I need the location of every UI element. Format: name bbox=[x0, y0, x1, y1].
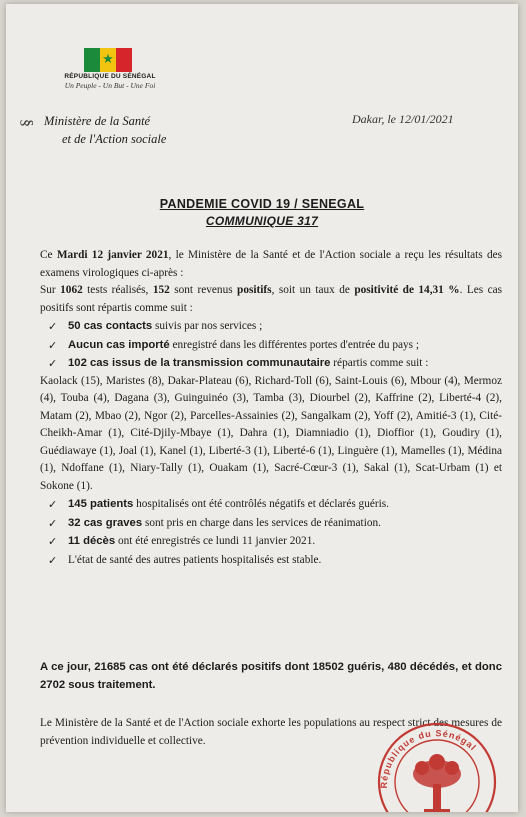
tests-paragraph: Sur 1062 tests réalisés, 152 sont revenus positifs, soit un taux de positivité de 14,31 %. Les cas positifs sont répartis comme suit : bbox=[40, 284, 502, 314]
list-item: ✓ 11 décès ont été enregistrés ce lundi 11 janvier 2021. bbox=[40, 533, 502, 551]
checkmark-icon: ✓ bbox=[48, 498, 58, 511]
list-item: ✓ 32 cas graves sont pris en charge dans les services de réanimation. bbox=[40, 515, 502, 533]
positivity-rate: positivité de 14,31 % bbox=[354, 284, 460, 296]
closing-paragraph: Le Ministère de la Santé et de l'Action sociale exhorte les populations au respect strict des mesures de prévention individuelle et collective. bbox=[40, 717, 502, 747]
list-item: ✓ Aucun cas importé enregistré dans les différentes portes d'entrée du pays ; bbox=[40, 337, 502, 355]
checkmark-icon: ✓ bbox=[48, 535, 58, 548]
senegal-flag bbox=[84, 48, 132, 72]
communique-document bbox=[6, 4, 518, 812]
checkmark-icon: ✓ bbox=[48, 357, 58, 370]
intro-date: Mardi 12 janvier 2021 bbox=[56, 249, 169, 261]
republic-name: RÉPUBLIQUE DU SÉNÉGAL bbox=[64, 73, 156, 80]
positive-count: 152 bbox=[152, 284, 170, 296]
seal-text: République du Sénégal bbox=[378, 728, 479, 789]
document-title: PANDEMIE COVID 19 / SENEGAL bbox=[159, 197, 365, 211]
tests-count: 1062 bbox=[60, 284, 83, 296]
list-item: ✓ L'état de santé des autres patients hospitalisés est stable. bbox=[40, 552, 502, 570]
checkmark-icon: ✓ bbox=[48, 516, 58, 530]
ministry-emblem-icon: § bbox=[18, 119, 35, 127]
ministry-name-line2: et de l'Action sociale bbox=[62, 132, 167, 146]
checkmark-icon: ✓ bbox=[48, 320, 58, 333]
star-icon: ★ bbox=[102, 51, 114, 66]
ministry-name-line1: Ministère de la Santé bbox=[44, 114, 151, 128]
national-motto: Un Peuple - Un But - Une Foi bbox=[64, 81, 156, 90]
communique-body bbox=[40, 247, 502, 569]
cities-list: Kaolack (15), Maristes (8), Dakar-Plateau (6), Richard-Toll (6), Saint-Louis (6), Mbour (4), Mermoz (4), Touba (4), Dagana (3), Guinguinéo (3), Tamba (3), Diourbel (2), Kaffrine (2), Liberté-4 (2), Matam (2), Mbao (2), Ngor (2), Parcelles-Assainies (2), Sangalkam (2), Yoff (2), Amitié-3 (1), Cité-Cheikh-Amar (1), Cité-Djily-Mbaye (1), Dahra (1), Diamniadio (1), Dioffior (1), Goudiry (1), Guédiawaye (1), Joal (1), Kanel (1), Liberté-3 (1), Liberté-6 (1), Linguère (1), Mamelles (1), Médina (1), Ndoffane (1), Niary-Tally (1), Ouakam (1), Sacré-Cœur-3 (1), Sakal (1), Scat-Urbam (1) et Sokone (1). bbox=[40, 374, 502, 492]
document-date: Dakar, le 12/01/2021 bbox=[352, 112, 454, 126]
checkmark-icon: ✓ bbox=[48, 553, 58, 567]
list-item: ✓ 102 cas issus de la transmission communautaire répartis comme suit : bbox=[40, 355, 502, 373]
list-item: ✓ 145 patients hospitalisés ont été contrôlés négatifs et déclarés guéris. bbox=[40, 496, 502, 514]
baobab-tree-icon bbox=[413, 754, 461, 812]
ministry-seal-stamp bbox=[370, 716, 504, 812]
intro-paragraph: Ce Mardi 12 janvier 2021, le Ministère de la Santé et de l'Action sociale a reçu les résultats des examens virologiques ci-après : bbox=[40, 249, 503, 279]
document-subtitle: COMMUNIQUE 317 bbox=[205, 214, 319, 228]
list-item: ✓ 50 cas contacts suivis par nos services ; bbox=[40, 318, 502, 336]
checkmark-icon: ✓ bbox=[48, 338, 58, 352]
cumulative-summary: A ce jour, 21685 cas ont été déclarés positifs dont 18502 guéris, 480 décédés, et donc 2702 sous traitement. bbox=[40, 661, 502, 691]
